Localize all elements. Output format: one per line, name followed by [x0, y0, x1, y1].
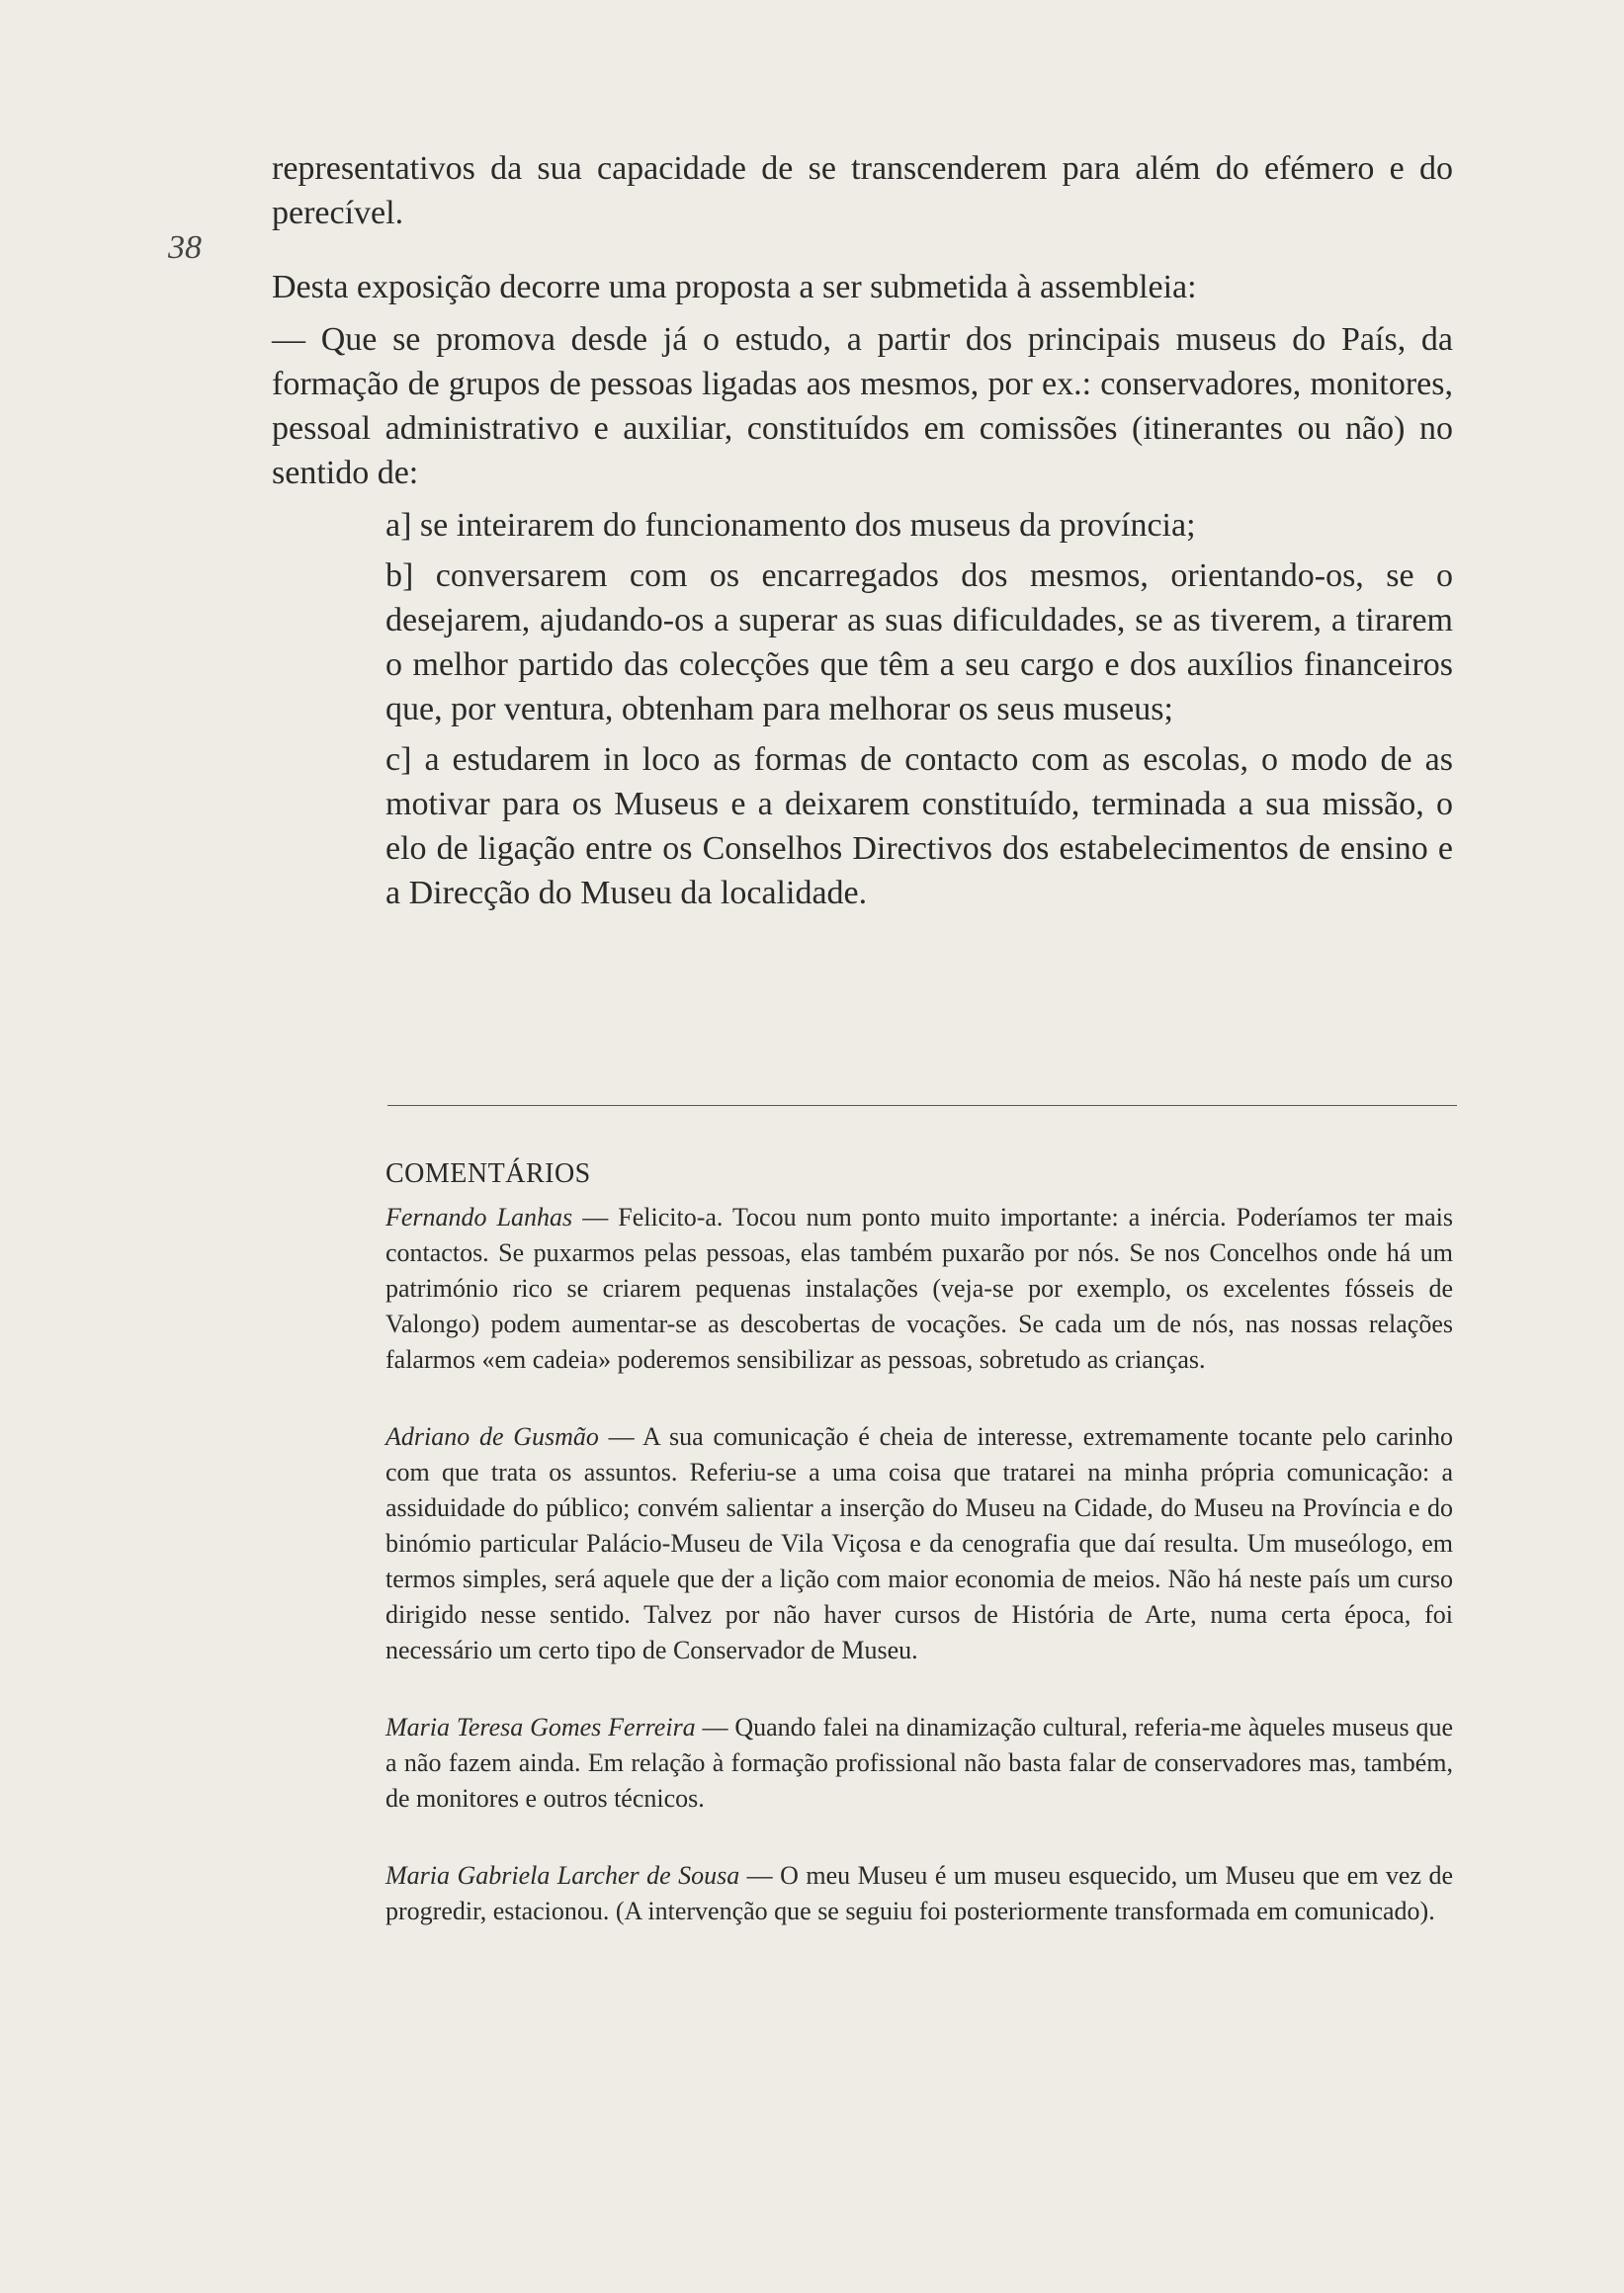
comment-speaker: Adriano de Gusmão — [385, 1422, 599, 1451]
comment-entry — [385, 1710, 1453, 1817]
list-item: c] a estudarem in loco as formas de contacto com as escolas, o modo de as motivar para os Museus e a deixarem constituído, terminada a sua missão, o elo de ligação entre os Conselhos Directivos dos estabelecimentos de ensino e a Direcção do Museu da localidade. — [385, 741, 1453, 911]
comment-entry — [385, 1200, 1453, 1378]
paragraph-continuation: representativos da sua capacidade de se transcenderem para além do efémero e do perecível. — [272, 150, 1453, 231]
section-divider — [387, 1105, 1457, 1106]
list-item: b] conversarem com os encarregados dos mesmos, orientando-os, se o desejarem, ajudando-os a superar as suas dificuldades, se as tiverem, a tirarem o melhor partido das colecções que têm a seu cargo e dos auxílios financeiros que, por ventura, obtenham para melhorar os seus museus; — [385, 557, 1453, 727]
comments-section — [385, 1156, 1453, 1971]
comment-text: — Quando falei na dinamização cultural, referia-me àqueles museus que a não fazem ainda. Em relação à formação profissional não basta falar de conservadores mas, também, de monitores e outros técnicos. — [385, 1713, 1453, 1813]
paragraph-proposal-intro: Desta exposição decorre uma proposta a ser submetida à assembleia: — [272, 269, 1197, 305]
comment-entry — [385, 1858, 1453, 1929]
paragraph-proposal: — Que se promova desde já o estudo, a partir dos principais museus do País, da formação de grupos de pessoas ligadas aos mesmos, por ex.: conservadores, monitores, pessoal administrativo e auxiliar, constituídos em comissões (itinerantes ou não) no sentido de: — [272, 321, 1453, 491]
comment-speaker: Fernando Lanhas — [385, 1203, 573, 1231]
page-number: 38 — [168, 229, 202, 266]
comment-text: — O meu Museu é um museu esquecido, um Museu que em vez de progredir, estacionou. (A intervenção que se seguiu foi posteriormente transformada em comunicado). — [385, 1861, 1453, 1925]
comment-entry — [385, 1419, 1453, 1668]
comments-heading: COMENTÁRIOS — [385, 1158, 591, 1189]
comment-text: — Felicito-a. Tocou num ponto muito importante: a inércia. Poderíamos ter mais contactos. Se puxarmos pelas pessoas, elas também puxarão por nós. Se nos Concelhos onde há um património rico se criarem pequenas instalações (veja-se por exemplo, os excelentes fósseis de Valongo) podem aumentar-se as descobertas de vocações. Se cada um de nós, nas nossas relações falarmos «em cadeia» poderemos sensibilizar as pessoas, sobretudo as crianças. — [385, 1203, 1453, 1374]
comment-text: — A sua comunicação é cheia de interesse, extremamente tocante pelo carinho com que trata os assuntos. Referiu-se a uma coisa que tratarei na minha própria comunicação: a assiduidade do público; convém salientar a inserção do Museu na Cidade, do Museu na Província e do binómio particular Palácio-Museu de Vila Viçosa e da cenografia que daí resulta. Um museólogo, em termos simples, será aquele que der a lição com maior economia de meios. Não há neste país um curso dirigido nesse sentido. Talvez por não haver cursos de História de Arte, numa certa época, foi necessário um certo tipo de Conservador de Museu. — [385, 1422, 1453, 1664]
list-item: a] se inteirarem do funcionamento dos museus da província; — [385, 507, 1196, 544]
proposal-list — [385, 503, 1453, 915]
main-text — [272, 146, 1453, 921]
comment-speaker: Maria Teresa Gomes Ferreira — [385, 1713, 696, 1741]
comment-speaker: Maria Gabriela Larcher de Sousa — [385, 1861, 740, 1890]
